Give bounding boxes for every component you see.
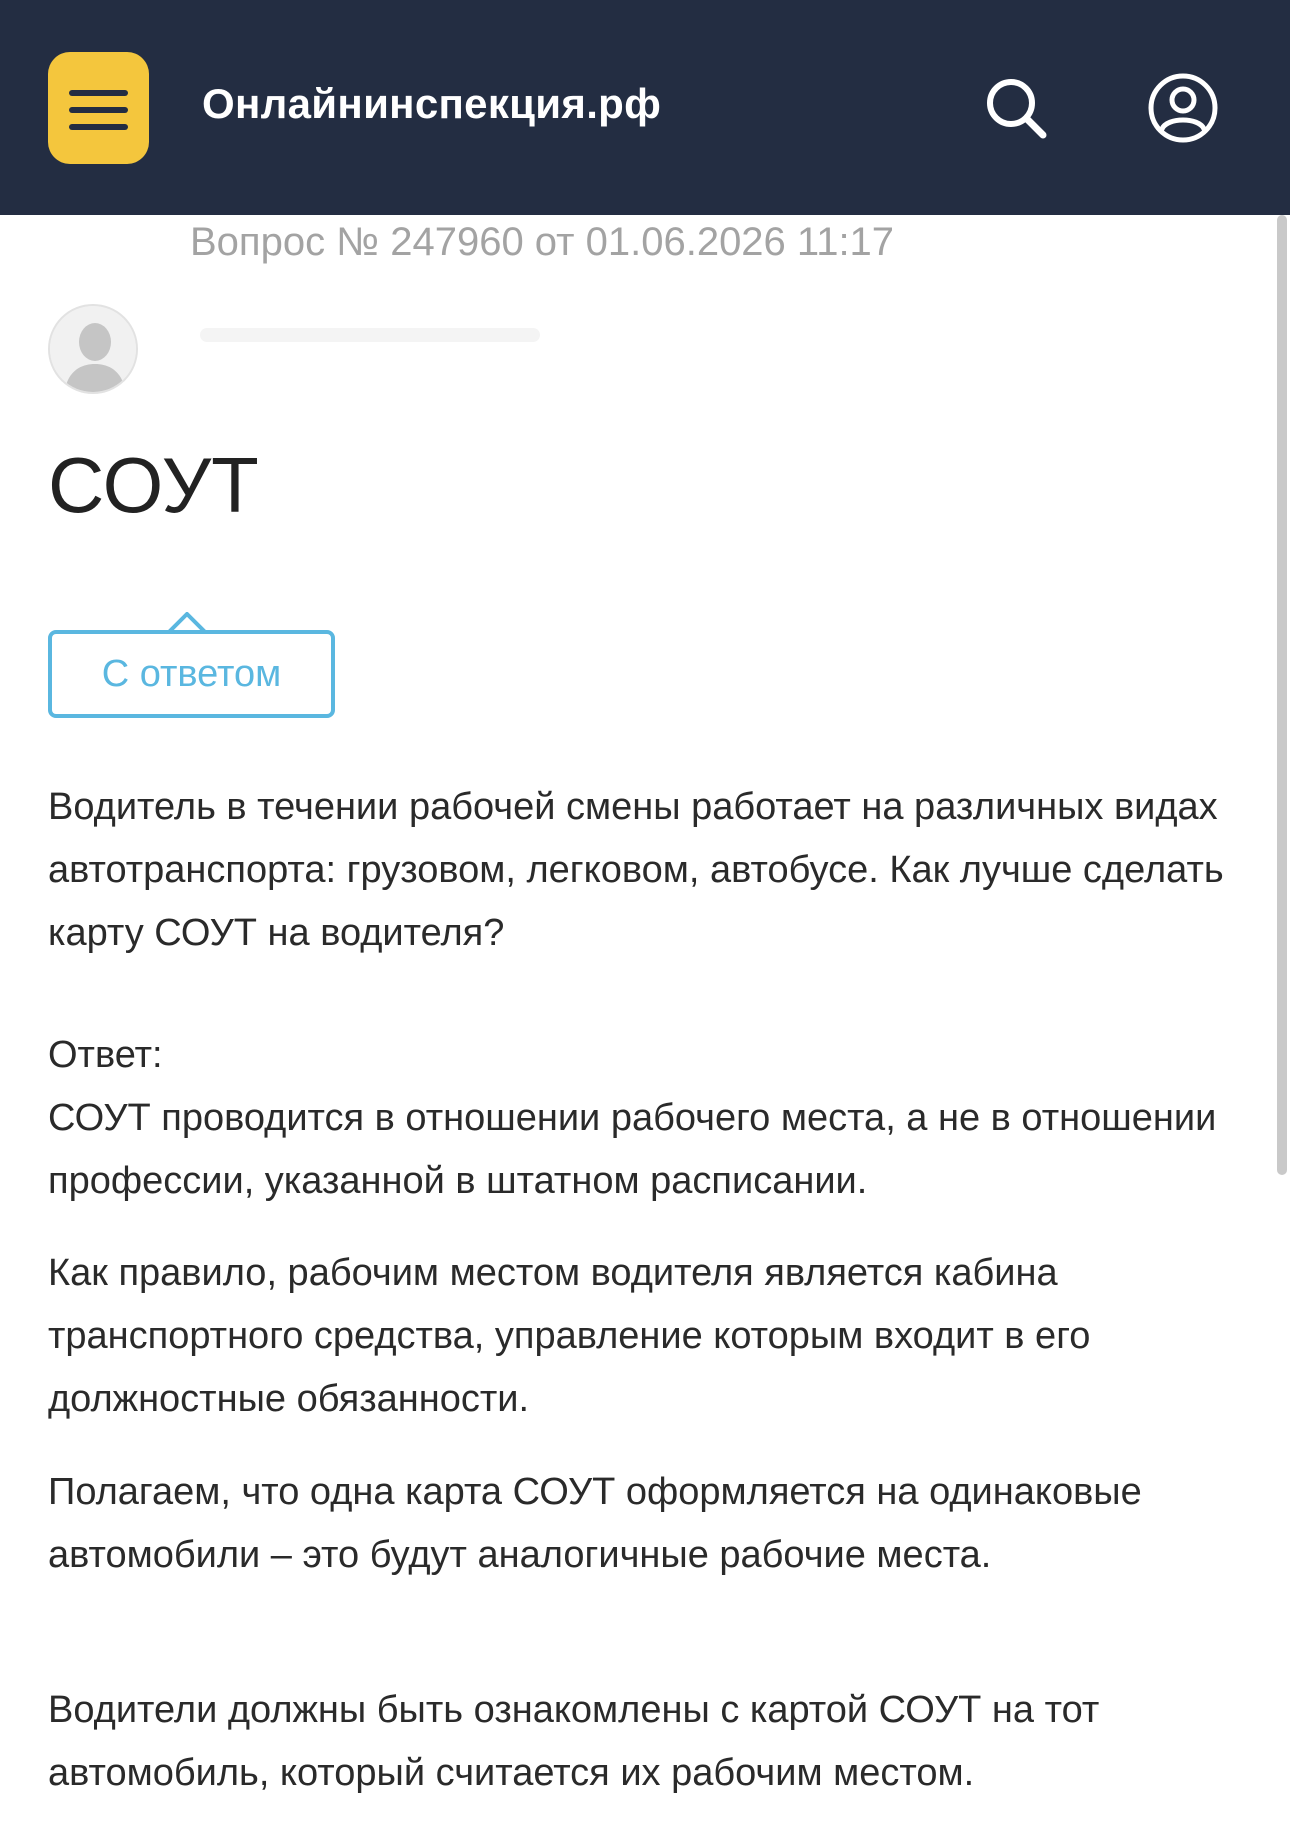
answered-badge-label: С ответом bbox=[101, 653, 282, 695]
answer-paragraph: Как правило, рабочим местом водителя является кабина транспортного средства, управление которым входит в его должностные обязанности. bbox=[48, 1252, 1091, 1420]
question-meta: Вопрос № 247960 от 01.06.2026 11:17 bbox=[190, 220, 895, 264]
default-avatar-icon bbox=[50, 306, 138, 394]
scrollbar[interactable] bbox=[1277, 215, 1287, 1175]
profile-button[interactable] bbox=[1145, 70, 1221, 146]
user-profile-icon bbox=[1145, 70, 1221, 146]
answer-paragraph: Водители должны быть ознакомлены с картой СОУТ на тот автомобиль, который считается их рабочим местом. bbox=[48, 1689, 1100, 1794]
page-title: СОУТ bbox=[48, 441, 259, 529]
answered-badge bbox=[48, 630, 335, 718]
author-name-placeholder bbox=[200, 328, 540, 342]
site-title[interactable]: Онлайнинспекция.рф bbox=[202, 80, 662, 127]
avatar bbox=[48, 304, 138, 394]
question-text: Водитель в течении рабочей смены работает на различных видах автотранспорта: грузовом, легковом, автобусе. Как лучше сделать карту СОУТ на водителя? bbox=[48, 786, 1224, 954]
answer-block bbox=[48, 1024, 1248, 1213]
answer-paragraph: Полагаем, что одна карта СОУТ оформляется на одинаковые автомобили – это будут аналогичные рабочие места. bbox=[48, 1471, 1142, 1576]
answer-label: Ответ: bbox=[48, 1034, 163, 1076]
search-button[interactable] bbox=[978, 70, 1058, 150]
search-icon bbox=[978, 70, 1058, 150]
answer-paragraph: СОУТ проводится в отношении рабочего места, а не в отношении профессии, указанной в штатном расписании. bbox=[48, 1097, 1217, 1202]
menu-button[interactable] bbox=[48, 52, 149, 164]
top-header bbox=[0, 0, 1290, 215]
